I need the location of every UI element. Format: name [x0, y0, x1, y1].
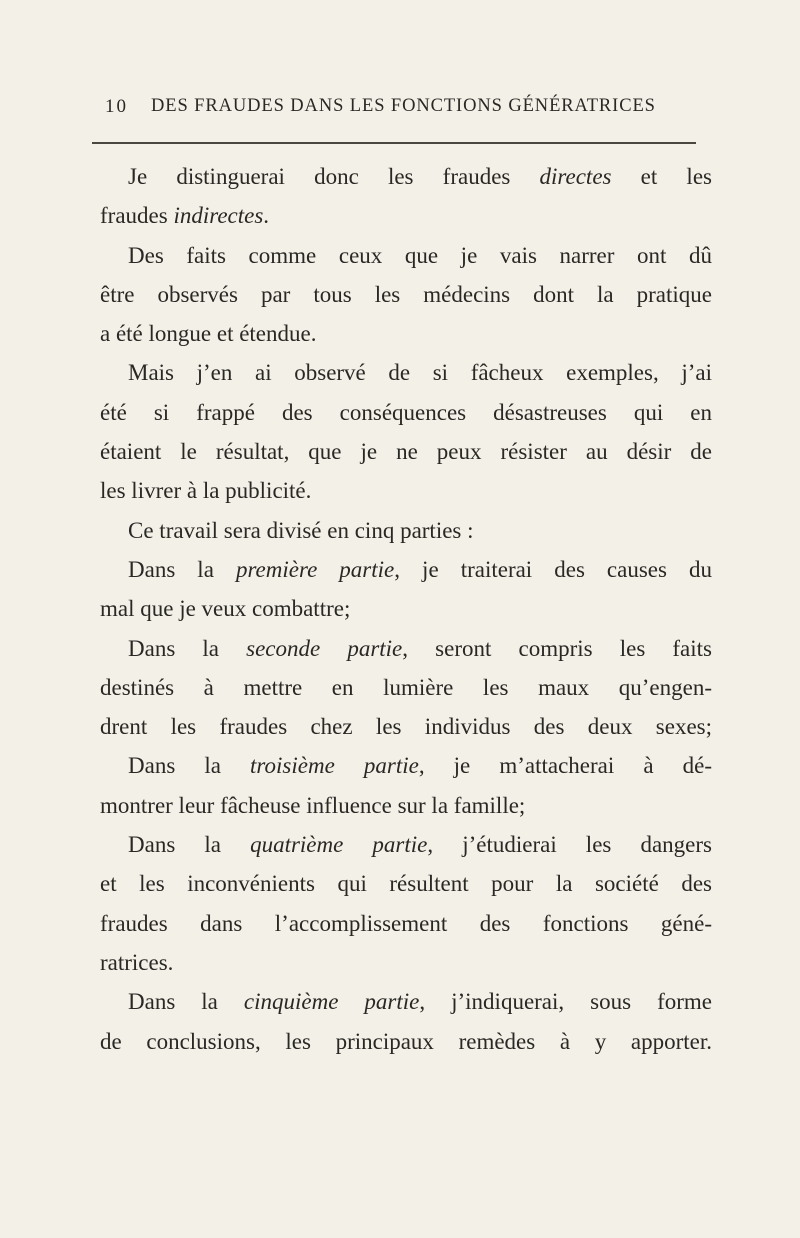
text-segment: étaient le résultat, que je ne peux résister au désir de: [100, 439, 712, 465]
text-line: [100, 196, 712, 235]
text-line: [100, 275, 712, 314]
text-segment: , seront compris les faits: [402, 635, 712, 661]
italic-segment: seconde partie: [246, 635, 403, 661]
italic-segment: troisième partie: [250, 753, 419, 779]
text-segment: montrer leur fâcheuse influence sur la famille;: [100, 792, 526, 818]
text-line: [100, 432, 712, 471]
text-segment: , j’étudierai les dangers: [427, 832, 712, 858]
text-line: [100, 746, 712, 785]
text-line: [100, 511, 712, 550]
text-segment: été si frappé des conséquences désastreuses qui en: [100, 399, 712, 425]
text-line: [100, 668, 712, 707]
text-segment: Dans la: [128, 556, 236, 582]
text-line: [100, 786, 712, 825]
text-line: [100, 236, 712, 275]
text-line: [100, 589, 712, 628]
text-segment: , je traiterai des causes du: [394, 556, 712, 582]
text-segment: Dans la: [128, 832, 251, 858]
text-segment: Dans la: [128, 989, 244, 1015]
body-text: [100, 157, 712, 1061]
text-segment: destinés à mettre en lumière les maux qu’engen-: [100, 674, 712, 700]
text-line: [100, 1022, 712, 1061]
text-line: [100, 943, 712, 982]
text-segment: Mais j’en ai observé de si fâcheux exemples, j’ai: [128, 360, 712, 386]
text-segment: de conclusions, les principaux remèdes à y apporter.: [100, 1028, 712, 1054]
italic-segment: directes: [539, 164, 612, 189]
text-segment: .: [263, 203, 270, 229]
text-line: [100, 982, 712, 1021]
text-segment: , j’indiquerai, sous forme: [419, 989, 712, 1015]
text-line: [100, 314, 712, 353]
text-segment: Je distinguerai donc les fraudes: [128, 164, 540, 189]
text-line: [100, 353, 712, 392]
page-header: [103, 96, 703, 132]
text-segment: Dans la: [128, 635, 247, 661]
text-segment: les livrer à la publicité.: [100, 478, 312, 504]
text-line: [100, 864, 712, 903]
text-line: [100, 707, 712, 746]
text-line: [100, 825, 712, 864]
text-segment: fraudes dans l’accomplissement des fonctions géné-: [100, 910, 712, 936]
text-segment: , je m’attacherai à dé-: [418, 753, 713, 779]
text-segment: et les: [611, 164, 712, 189]
text-line: [100, 550, 712, 589]
text-segment: Dans la: [128, 753, 251, 779]
text-segment: Des faits comme ceux que je vais narrer ont dû: [128, 242, 712, 268]
text-segment: a été longue et étendue.: [100, 321, 317, 347]
page-number: 10: [105, 96, 128, 117]
text-segment: mal que je veux combattre;: [100, 596, 351, 622]
italic-segment: quatrième partie: [250, 832, 428, 858]
text-segment: fraudes: [100, 203, 174, 229]
text-segment: être observés par tous les médecins dont la pratique: [100, 281, 712, 307]
italic-segment: première partie: [235, 556, 395, 582]
italic-segment: indirectes: [173, 203, 264, 229]
text-line: [100, 157, 712, 196]
running-title: DES FRAUDES DANS LES FONCTIONS GÉNÉRATRICES: [151, 96, 656, 116]
text-segment: ratrices.: [100, 949, 174, 975]
text-segment: drent les fraudes chez les individus des deux sexes;: [100, 714, 712, 740]
header-rule: [92, 142, 696, 144]
text-segment: Ce travail sera divisé en cinq parties :: [128, 517, 474, 543]
text-line: [100, 904, 712, 943]
italic-segment: cinquième partie: [243, 989, 420, 1015]
text-line: [100, 471, 712, 510]
text-segment: et les inconvénients qui résultent pour la société des: [100, 871, 712, 897]
text-line: [100, 629, 712, 668]
text-line: [100, 393, 712, 432]
